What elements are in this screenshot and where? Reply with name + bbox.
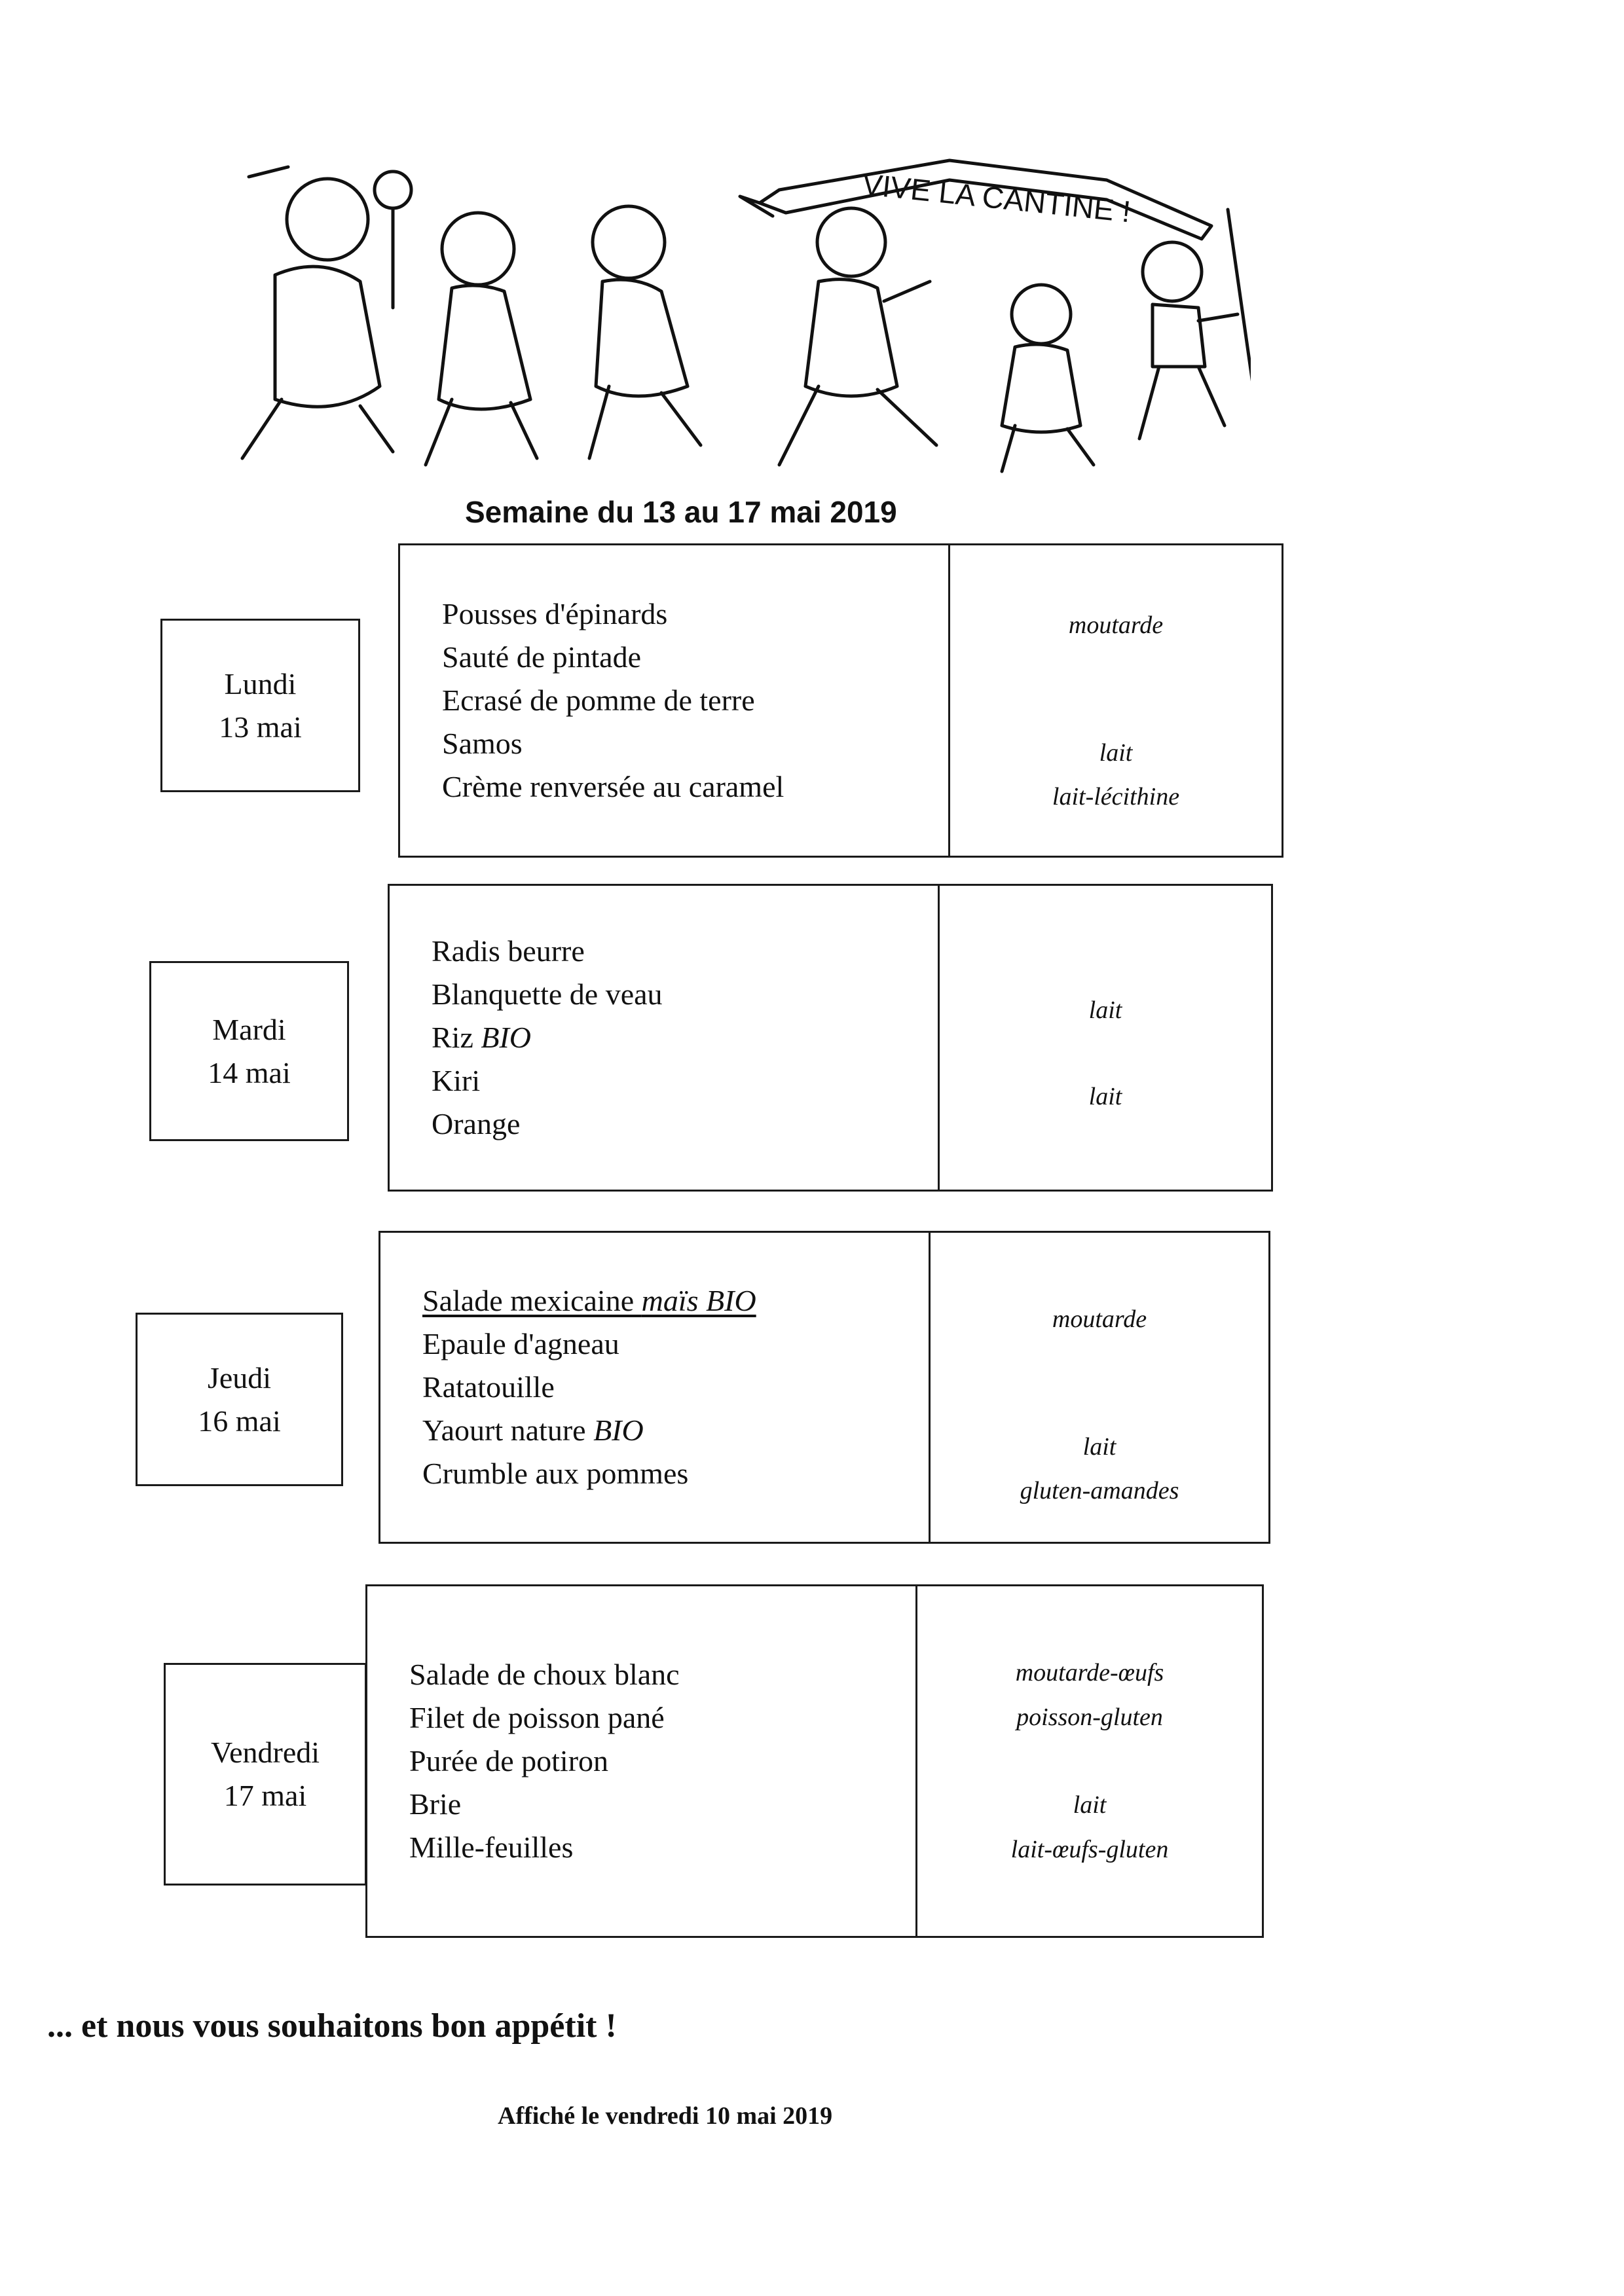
dish-item: Filet de poisson pané: [409, 1701, 665, 1734]
allergen-item: lait-œufs-gluten: [1010, 1836, 1169, 1863]
day-box: [164, 1663, 367, 1886]
banner-text: VIVE LA CANTINE !: [860, 166, 1133, 229]
allergen-item: lait: [1088, 996, 1122, 1024]
allergen-item: gluten-amandes: [1020, 1477, 1179, 1504]
allergen-item: moutarde: [1068, 611, 1164, 639]
menu-box: [378, 1231, 1270, 1544]
allergen-list: [940, 886, 1271, 1190]
dish-item: Salade mexicaine maïs BIO: [422, 1284, 756, 1317]
dish-list: [390, 886, 940, 1190]
week-title: Semaine du 13 au 17 mai 2019: [465, 495, 897, 529]
dish-item: Brie: [409, 1787, 462, 1821]
day-box: [149, 961, 349, 1141]
dish-item: Epaule d'agneau: [422, 1327, 619, 1360]
dish-item: Mille-feuilles: [409, 1831, 574, 1864]
dish-item: Orange: [432, 1107, 521, 1140]
dish-item: Kiri: [432, 1064, 481, 1097]
day-name: Vendredi: [210, 1736, 320, 1769]
day-name: Mardi: [212, 1012, 286, 1046]
menu-box: [365, 1584, 1264, 1938]
day-date: 17 mai: [223, 1779, 307, 1812]
day-box: [160, 619, 360, 792]
allergen-item: lait: [1088, 1083, 1122, 1110]
menu-box: [398, 543, 1283, 858]
day-date: 13 mai: [219, 710, 302, 744]
bio-label: BIO: [593, 1413, 644, 1447]
dish-list: [380, 1233, 931, 1542]
posted-date: Affiché le vendredi 10 mai 2019: [498, 2102, 833, 2130]
allergen-item: poisson-gluten: [1016, 1704, 1163, 1731]
bio-label: BIO: [481, 1021, 532, 1054]
dish-item: Samos: [442, 727, 523, 760]
day-name: Jeudi: [207, 1360, 272, 1394]
dish-item: Crumble aux pommes: [422, 1457, 689, 1490]
dish-item: Blanquette de veau: [432, 977, 663, 1011]
dish-item: Radis beurre: [432, 934, 585, 968]
allergen-list: [931, 1233, 1268, 1542]
closing-message: ... et nous vous souhaitons bon appétit !: [47, 2007, 617, 2045]
dish-item: Purée de potiron: [409, 1744, 609, 1777]
dish-item: Yaourt nature BIO: [422, 1413, 644, 1447]
allergen-item: lait: [1099, 739, 1133, 767]
bio-label: maïs BIO: [641, 1284, 756, 1317]
allergen-item: moutarde: [1052, 1305, 1147, 1333]
allergen-list: [917, 1586, 1262, 1936]
day-name: Lundi: [224, 666, 297, 701]
dish-item: Riz BIO: [432, 1021, 532, 1054]
allergen-item: lait-lécithine: [1052, 783, 1180, 811]
dish-item: Ratatouille: [422, 1370, 555, 1404]
allergen-item: lait: [1082, 1433, 1116, 1461]
allergen-item: lait: [1073, 1791, 1107, 1819]
allergen-list: [950, 545, 1282, 856]
dish-item: Sauté de pintade: [442, 640, 642, 674]
day-date: 16 mai: [198, 1404, 281, 1438]
allergen-item: moutarde-œufs: [1015, 1659, 1164, 1686]
dish-list: [400, 545, 950, 856]
day-box: [136, 1313, 343, 1486]
dish-item: Crème renversée au caramel: [442, 770, 784, 803]
dish-item: Pousses d'épinards: [442, 597, 668, 630]
menu-box: [388, 884, 1273, 1192]
dish-item: Ecrasé de pomme de terre: [442, 683, 755, 717]
dish-item: Salade de choux blanc: [409, 1658, 680, 1691]
dish-list: [367, 1586, 917, 1936]
day-date: 14 mai: [208, 1055, 291, 1089]
header-illustration: [85, 151, 1251, 491]
